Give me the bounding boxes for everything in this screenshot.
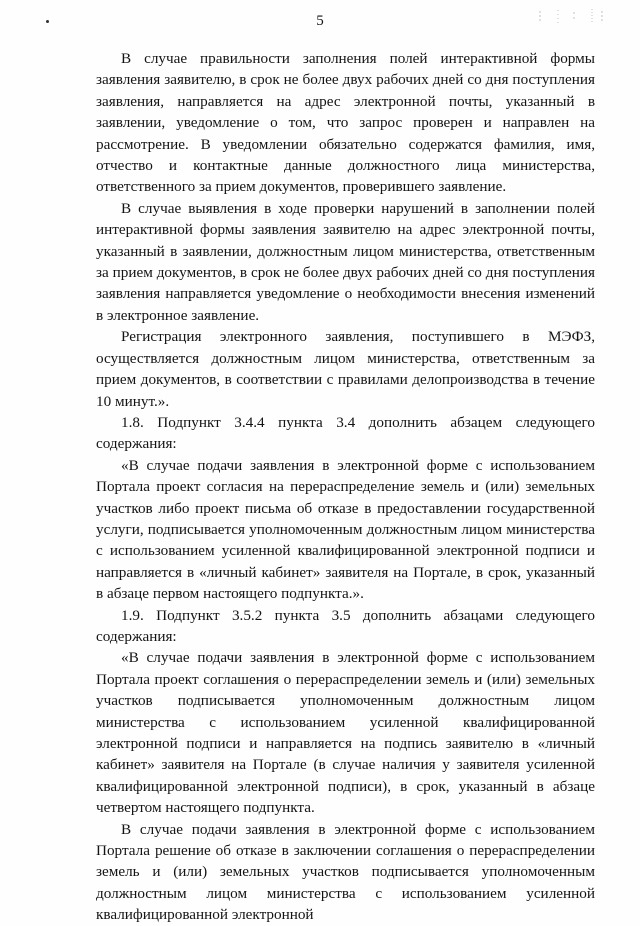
paragraph: «В случае подачи заявления в электронной форме с использованием Портала проект согласия на перераспределение земель и (или) земельных участков либо проект письма об отказе в предоставлении государственной услуги, подписывается уполномоченным должностным лицом министерства с использованием усиленной квалифицированной электронной подписи и направляется в «личный кабинет» заявителя на Портале, в срок, указанный в абзаце первом настоящего подпункта.». bbox=[96, 456, 595, 603]
paragraph: В случае подачи заявления в электронной форме с использованием Портала решение об отказе в заключении соглашения о перераспределении земель и (или) земельных участков подписывается уполномоченным должностным лицом министерства с использованием усиленной квалифицированной электронной bbox=[96, 820, 595, 924]
paragraph: В случае правильности заполнения полей интерактивной формы заявления заявителю, в срок не более двух рабочих дней со дня поступления заявления, направляется на адрес электронной почты, указанный в заявлении, уведомление о том, что запрос проверен и направлен на рассмотрение. В уведомлении обязательно содержатся фамилия, имя, отчество и контактные данные должностного лица министерства, ответственного за прием документов, проверившего заявление. bbox=[96, 50, 595, 196]
paragraph: «В случае подачи заявления в электронной форме с использованием Портала проект соглашения о перераспределении земель и (или) земельных участков подписывается уполномоченным должностным лицом министерства с использованием усиленной квалифицированной электронной подписи и направляется на подпись заявителю в «личный кабинет» заявителя на Портале (в случае наличия у заявителя усиленной квалифицированной электронной подписи), в срок, указанный в абзаце четвертом настоящего подпункта. bbox=[96, 649, 595, 817]
page-number: 5 bbox=[316, 13, 324, 29]
paragraph: Регистрация электронного заявления, поступившего в МЭФЗ, осуществляется должностным лицом министерства, ответственным за прием документов, в соответствии с правилами делопроизводства в течение 10 минут.». bbox=[96, 328, 595, 410]
paragraph: 1.8. Подпункт 3.4.4 пункта 3.4 дополнить абзацем следующего содержания: bbox=[96, 413, 595, 453]
paragraph: 1.9. Подпункт 3.5.2 пункта 3.5 дополнить абзацами следующего содержания: bbox=[96, 606, 595, 645]
document-body bbox=[96, 48, 595, 926]
paragraph: В случае выявления в ходе проверки нарушений в заполнении полей интерактивной формы заявления заявителю на адрес электронной почты, указанный в заявлении, должностным лицом министерства, ответственным за прием документов, в срок не более двух рабочих дней со дня поступления заявления направляется уведомление о необходимости внесения изменений в электронное заявление. bbox=[96, 199, 595, 324]
